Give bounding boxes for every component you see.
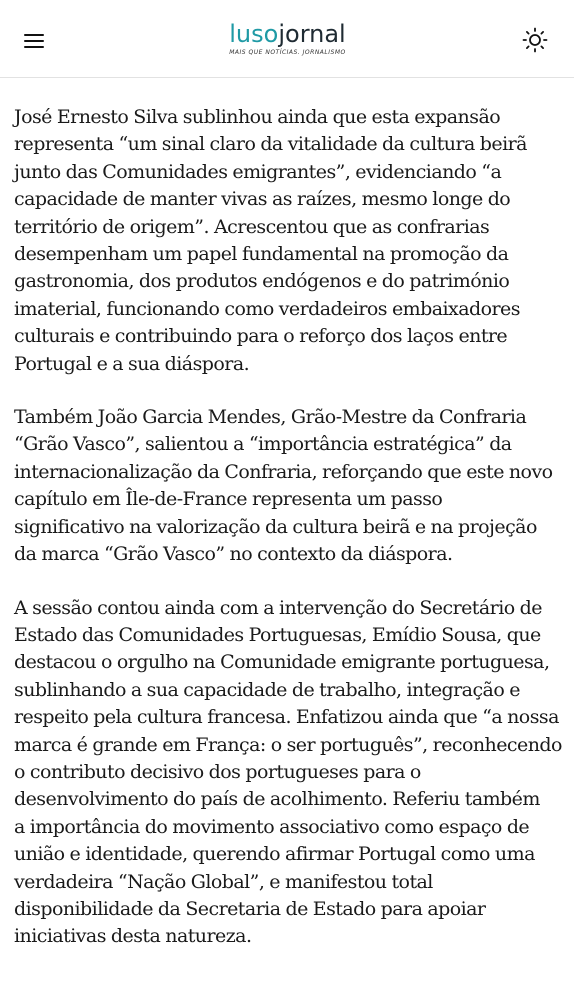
site-logo[interactable]: [215, 20, 360, 64]
paragraph-line: José Ernesto Silva sublinhou ainda que esta expansão: [14, 106, 501, 128]
paragraph-line: marca é grande em França: o ser português”, reconhecendo: [14, 733, 562, 756]
paragraph-line: Portugal e a sua diáspora.: [14, 352, 250, 375]
logo-part-jornal: jornal: [278, 20, 346, 48]
site-header: [0, 0, 574, 78]
paragraph-line: culturais e contribuindo para o reforço dos laços entre: [14, 325, 508, 348]
paragraph-line: a importância do movimento associativo como espaço de: [14, 815, 530, 838]
logo-tagline: MAIS QUE NOTÍCIAS. JORNALISMO: [229, 49, 346, 56]
paragraph-line: respeito pela cultura francesa. Enfatizou ainda que “a nossa: [14, 706, 559, 729]
paragraph-line: disponibilidade da Secretaria de Estado para apoiar: [14, 897, 486, 920]
paragraph-line: capacidade de manter vivas as raízes, mesmo longe do: [14, 188, 511, 211]
paragraph-line: território de origem”. Acrescentou que as confrarias: [14, 215, 490, 238]
paragraph-line: capítulo em Île-de-France representa um passo: [14, 488, 443, 511]
article-body: [14, 104, 562, 977]
paragraph-line: Estado das Comunidades Portuguesas, Emídio Sousa, que: [14, 623, 541, 646]
paragraph-line: destacou o orgulho na Comunidade emigrante portuguesa,: [14, 651, 550, 674]
logo-part-luso: luso: [229, 20, 279, 48]
paragraph-line: “Grão Vasco”, salientou a “importância estratégica” da: [14, 433, 512, 456]
paragraph-line: da marca “Grão Vasco” no contexto da diáspora.: [14, 543, 453, 566]
sun-icon[interactable]: [522, 27, 548, 53]
paragraph-line: Também João Garcia Mendes, Grão-Mestre da Confraria: [14, 406, 527, 429]
paragraph-line: união e identidade, querendo afirmar Portugal como uma: [14, 843, 535, 866]
paragraph-line: A sessão contou ainda com a intervenção do Secretário de: [14, 596, 542, 619]
paragraph-line: significativo na valorização da cultura beirã e na projeção: [14, 515, 537, 538]
paragraph-line: representa “um sinal claro da vitalidade da cultura beirã: [14, 133, 527, 156]
article-paragraph: [14, 595, 562, 951]
hamburger-menu-icon[interactable]: [24, 32, 44, 48]
paragraph-line: iniciativas desta natureza.: [14, 925, 252, 948]
paragraph-line: desempenham um papel fundamental na promoção da: [14, 243, 509, 266]
paragraph-line: o contributo decisivo dos portugueses para o: [14, 760, 421, 783]
paragraph-line: junto das Comunidades emigrantes”, evidenciando “a: [14, 160, 502, 183]
article-paragraph: [14, 404, 562, 568]
paragraph-line: sublinhando a sua capacidade de trabalho, integração e: [14, 678, 520, 701]
paragraph-line: desenvolvimento do país de acolhimento. Referiu também: [14, 788, 540, 811]
paragraph-line: verdadeira “Nação Global”, e manifestou total: [14, 870, 433, 893]
paragraph-line: imaterial, funcionando como verdadeiros embaixadores: [14, 297, 520, 320]
paragraph-line: gastronomia, dos produtos endógenos e do património: [14, 270, 510, 293]
logo-wordmark: [215, 20, 360, 48]
article-paragraph: [14, 104, 562, 378]
paragraph-line: internacionalização da Confraria, reforçando que este novo: [14, 460, 553, 483]
